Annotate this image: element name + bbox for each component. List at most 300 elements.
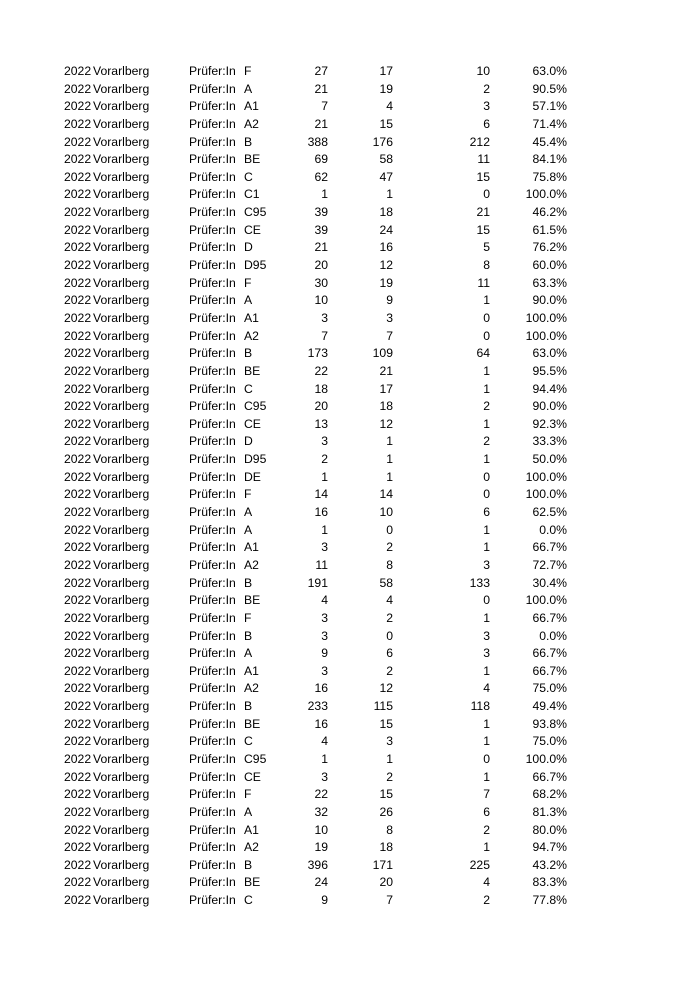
passed-cell: 171 [372,857,393,872]
passed-cell: 2 [386,769,393,784]
year-cell: 2022 [64,804,92,819]
pass-rate-cell: 33.3% [532,434,567,449]
class-cell: A1 [244,99,259,114]
year-cell: 2022 [64,293,92,308]
failed-cell: 1 [483,769,490,784]
total-cell: 191 [307,575,328,590]
role-cell: Prüfer:In [189,840,236,855]
role-cell: Prüfer:In [189,187,236,202]
total-cell: 20 [314,399,328,414]
table-row [0,310,700,328]
region-cell: Vorarlberg [93,275,150,290]
year-cell: 2022 [64,628,92,643]
total-cell: 7 [321,99,328,114]
failed-cell: 3 [483,628,490,643]
class-cell: B [244,346,253,361]
failed-cell: 64 [476,346,490,361]
class-cell: B [244,857,253,872]
failed-cell: 4 [483,875,490,890]
year-cell: 2022 [64,734,92,749]
role-cell: Prüfer:In [189,487,236,502]
class-cell: C95 [244,399,267,414]
role-cell: Prüfer:In [189,734,236,749]
total-cell: 18 [314,381,328,396]
region-cell: Vorarlberg [93,381,150,396]
total-cell: 19 [314,840,328,855]
pass-rate-cell: 66.7% [532,610,567,625]
region-cell: Vorarlberg [93,663,150,678]
class-cell: CE [244,416,261,431]
total-cell: 3 [321,310,328,325]
total-cell: 4 [321,593,328,608]
role-cell: Prüfer:In [189,328,236,343]
year-cell: 2022 [64,64,92,78]
pass-rate-cell: 77.8% [532,893,567,908]
table-row [0,680,700,698]
pass-rate-cell: 100.0% [525,187,567,202]
class-cell: C [244,893,253,908]
class-cell: F [244,610,252,625]
passed-cell: 20 [379,875,393,890]
role-cell: Prüfer:In [189,540,236,555]
pass-rate-cell: 100.0% [525,328,567,343]
passed-cell: 7 [386,893,393,908]
class-cell: A1 [244,310,259,325]
region-cell: Vorarlberg [93,840,150,855]
failed-cell: 5 [483,240,490,255]
role-cell: Prüfer:In [189,681,236,696]
role-cell: Prüfer:In [189,699,236,714]
passed-cell: 7 [386,328,393,343]
pass-rate-cell: 94.7% [532,840,567,855]
region-cell: Vorarlberg [93,363,150,378]
year-cell: 2022 [64,593,92,608]
failed-cell: 2 [483,81,490,96]
total-cell: 233 [307,699,328,714]
failed-cell: 1 [483,452,490,467]
passed-cell: 0 [386,628,393,643]
passed-cell: 4 [386,99,393,114]
pass-rate-cell: 46.2% [532,205,567,220]
pass-rate-cell: 100.0% [525,487,567,502]
pass-rate-cell: 0.0% [539,522,567,537]
region-cell: Vorarlberg [93,293,150,308]
total-cell: 1 [321,751,328,766]
table-row [0,716,700,734]
class-cell: B [244,134,253,149]
class-cell: A1 [244,822,259,837]
passed-cell: 8 [386,557,393,572]
passed-cell: 1 [386,469,393,484]
role-cell: Prüfer:In [189,522,236,537]
failed-cell: 21 [476,205,490,220]
total-cell: 1 [321,187,328,202]
role-cell: Prüfer:In [189,469,236,484]
passed-cell: 12 [379,416,393,431]
failed-cell: 2 [483,434,490,449]
year-cell: 2022 [64,399,92,414]
table-row [0,874,700,892]
region-cell: Vorarlberg [93,258,150,273]
failed-cell: 2 [483,822,490,837]
region-cell: Vorarlberg [93,64,150,78]
pass-rate-cell: 63.0% [532,346,567,361]
table-row [0,239,700,257]
table-row [0,98,700,116]
failed-cell: 11 [477,152,490,167]
year-cell: 2022 [64,346,92,361]
class-cell: F [244,64,252,78]
failed-cell: 1 [483,663,490,678]
year-cell: 2022 [64,769,92,784]
pass-rate-cell: 80.0% [532,822,567,837]
role-cell: Prüfer:In [189,593,236,608]
role-cell: Prüfer:In [189,434,236,449]
pass-rate-cell: 90.0% [532,399,567,414]
class-cell: BE [244,593,261,608]
role-cell: Prüfer:In [189,275,236,290]
region-cell: Vorarlberg [93,81,150,96]
year-cell: 2022 [64,875,92,890]
year-cell: 2022 [64,258,92,273]
passed-cell: 1 [386,434,393,449]
table-row [0,592,700,610]
year-cell: 2022 [64,787,92,802]
class-cell: A2 [244,116,259,131]
year-cell: 2022 [64,99,92,114]
failed-cell: 0 [483,751,490,766]
passed-cell: 10 [379,505,393,520]
total-cell: 21 [314,240,328,255]
region-cell: Vorarlberg [93,328,150,343]
year-cell: 2022 [64,452,92,467]
failed-cell: 6 [483,505,490,520]
passed-cell: 1 [386,452,393,467]
total-cell: 3 [321,610,328,625]
total-cell: 11 [315,557,328,572]
region-cell: Vorarlberg [93,152,150,167]
failed-cell: 3 [483,99,490,114]
role-cell: Prüfer:In [189,557,236,572]
region-cell: Vorarlberg [93,575,150,590]
failed-cell: 1 [483,416,490,431]
role-cell: Prüfer:In [189,99,236,114]
failed-cell: 2 [483,893,490,908]
failed-cell: 15 [476,222,490,237]
failed-cell: 1 [483,840,490,855]
region-cell: Vorarlberg [93,187,150,202]
year-cell: 2022 [64,81,92,96]
year-cell: 2022 [64,487,92,502]
table-row [0,398,700,416]
region-cell: Vorarlberg [93,804,150,819]
class-cell: B [244,628,253,643]
class-cell: C [244,734,253,749]
pass-rate-cell: 76.2% [532,240,567,255]
year-cell: 2022 [64,699,92,714]
region-cell: Vorarlberg [93,505,150,520]
year-cell: 2022 [64,469,92,484]
passed-cell: 115 [373,699,393,714]
class-cell: D [244,434,253,449]
failed-cell: 118 [470,699,490,714]
passed-cell: 8 [386,822,393,837]
table-row [0,575,700,593]
failed-cell: 0 [483,328,490,343]
pass-rate-cell: 92.3% [532,416,567,431]
region-cell: Vorarlberg [93,699,150,714]
region-cell: Vorarlberg [93,99,150,114]
pass-rate-cell: 95.5% [532,363,567,378]
passed-cell: 14 [379,487,393,502]
pass-rate-cell: 50.0% [532,452,567,467]
pass-rate-cell: 100.0% [525,310,567,325]
pass-rate-cell: 66.7% [532,646,567,661]
passed-cell: 4 [386,593,393,608]
pass-rate-cell: 90.0% [532,293,567,308]
total-cell: 21 [314,116,328,131]
year-cell: 2022 [64,116,92,131]
failed-cell: 15 [476,169,490,184]
region-cell: Vorarlberg [93,769,150,784]
passed-cell: 47 [379,169,393,184]
total-cell: 16 [314,716,328,731]
year-cell: 2022 [64,540,92,555]
role-cell: Prüfer:In [189,822,236,837]
passed-cell: 58 [379,575,393,590]
year-cell: 2022 [64,363,92,378]
passed-cell: 3 [386,734,393,749]
class-cell: A1 [244,540,259,555]
pass-rate-cell: 30.4% [532,575,567,590]
region-cell: Vorarlberg [93,593,150,608]
region-cell: Vorarlberg [93,399,150,414]
pass-rate-cell: 68.2% [532,787,567,802]
role-cell: Prüfer:In [189,610,236,625]
role-cell: Prüfer:In [189,346,236,361]
table-row [0,363,700,381]
class-cell: A [244,505,253,520]
role-cell: Prüfer:In [189,751,236,766]
pass-rate-cell: 66.7% [532,663,567,678]
table-row [0,433,700,451]
table-row [0,504,700,522]
pass-rate-cell: 100.0% [525,751,567,766]
table-row [0,257,700,275]
pass-rate-cell: 100.0% [525,469,567,484]
total-cell: 173 [307,346,328,361]
passed-cell: 3 [386,310,393,325]
passed-cell: 1 [386,751,393,766]
table-row [0,610,700,628]
failed-cell: 1 [483,734,490,749]
total-cell: 10 [314,822,328,837]
pass-rate-cell: 43.2% [532,857,567,872]
pass-rate-cell: 94.4% [532,381,567,396]
year-cell: 2022 [64,716,92,731]
year-cell: 2022 [64,840,92,855]
total-cell: 30 [314,275,328,290]
table-row [0,628,700,646]
table-row [0,698,700,716]
role-cell: Prüfer:In [189,893,236,908]
role-cell: Prüfer:In [189,416,236,431]
passed-cell: 15 [379,116,393,131]
year-cell: 2022 [64,169,92,184]
role-cell: Prüfer:In [189,787,236,802]
class-cell: C1 [244,187,260,202]
class-cell: F [244,487,252,502]
region-cell: Vorarlberg [93,734,150,749]
class-cell: D95 [244,452,267,467]
total-cell: 21 [314,81,328,96]
year-cell: 2022 [64,240,92,255]
class-cell: C95 [244,751,267,766]
role-cell: Prüfer:In [189,505,236,520]
region-cell: Vorarlberg [93,434,150,449]
year-cell: 2022 [64,610,92,625]
passed-cell: 109 [372,346,393,361]
failed-cell: 133 [469,575,490,590]
table-row [0,857,700,875]
total-cell: 9 [321,646,328,661]
failed-cell: 1 [483,540,490,555]
role-cell: Prüfer:In [189,310,236,325]
pass-rate-cell: 84.1% [532,152,567,167]
table-row [0,116,700,134]
total-cell: 14 [314,487,328,502]
class-cell: A2 [244,557,259,572]
pass-rate-cell: 0.0% [539,628,567,643]
total-cell: 3 [321,769,328,784]
class-cell: A [244,522,253,537]
table-row [0,292,700,310]
total-cell: 10 [314,293,328,308]
passed-cell: 2 [386,610,393,625]
table-row [0,645,700,663]
passed-cell: 18 [379,840,393,855]
region-cell: Vorarlberg [93,893,150,908]
class-cell: C95 [244,205,267,220]
pass-rate-cell: 72.7% [532,557,567,572]
passed-cell: 17 [379,64,393,78]
total-cell: 32 [314,804,328,819]
total-cell: 39 [314,222,328,237]
total-cell: 4 [321,734,328,749]
year-cell: 2022 [64,187,92,202]
table-row [0,204,700,222]
role-cell: Prüfer:In [189,399,236,414]
pass-rate-cell: 66.7% [532,540,567,555]
failed-cell: 6 [483,116,490,131]
region-cell: Vorarlberg [93,116,150,131]
class-cell: C [244,381,253,396]
year-cell: 2022 [64,893,92,908]
total-cell: 13 [314,416,328,431]
class-cell: A2 [244,681,259,696]
role-cell: Prüfer:In [189,646,236,661]
table-row [0,275,700,293]
table-row [0,839,700,857]
region-cell: Vorarlberg [93,557,150,572]
total-cell: 7 [321,328,328,343]
failed-cell: 0 [483,187,490,202]
role-cell: Prüfer:In [189,769,236,784]
failed-cell: 3 [483,646,490,661]
role-cell: Prüfer:In [189,363,236,378]
table-row [0,663,700,681]
pass-rate-cell: 60.0% [532,258,567,273]
class-cell: BE [244,152,261,167]
table-row [0,822,700,840]
table-row [0,469,700,487]
table-row [0,486,700,504]
table-row [0,557,700,575]
pass-rate-cell: 57.1% [532,99,567,114]
passed-cell: 9 [386,293,393,308]
table-row [0,186,700,204]
total-cell: 396 [307,857,328,872]
pass-rate-cell: 81.3% [532,804,567,819]
role-cell: Prüfer:In [189,81,236,96]
class-cell: A2 [244,328,259,343]
table-row [0,416,700,434]
region-cell: Vorarlberg [93,487,150,502]
table-row [0,81,700,99]
region-cell: Vorarlberg [93,681,150,696]
region-cell: Vorarlberg [93,222,150,237]
role-cell: Prüfer:In [189,663,236,678]
year-cell: 2022 [64,152,92,167]
class-cell: D [244,240,253,255]
class-cell: F [244,787,252,802]
region-cell: Vorarlberg [93,469,150,484]
passed-cell: 0 [386,522,393,537]
role-cell: Prüfer:In [189,116,236,131]
failed-cell: 1 [483,716,490,731]
region-cell: Vorarlberg [93,787,150,802]
total-cell: 27 [314,64,328,78]
total-cell: 16 [314,681,328,696]
table-row [0,539,700,557]
passed-cell: 24 [379,222,393,237]
pass-rate-cell: 61.5% [532,222,567,237]
class-cell: A [244,804,253,819]
failed-cell: 1 [483,381,490,396]
role-cell: Prüfer:In [189,293,236,308]
table-row [0,222,700,240]
year-cell: 2022 [64,328,92,343]
role-cell: Prüfer:In [189,452,236,467]
class-cell: DE [244,469,261,484]
passed-cell: 15 [379,716,393,731]
passed-cell: 18 [379,205,393,220]
class-cell: A2 [244,840,259,855]
table-row [0,328,700,346]
role-cell: Prüfer:In [189,152,236,167]
year-cell: 2022 [64,646,92,661]
role-cell: Prüfer:In [189,381,236,396]
failed-cell: 6 [483,804,490,819]
year-cell: 2022 [64,663,92,678]
total-cell: 1 [321,469,328,484]
role-cell: Prüfer:In [189,240,236,255]
region-cell: Vorarlberg [93,205,150,220]
role-cell: Prüfer:In [189,222,236,237]
pass-rate-cell: 62.5% [532,505,567,520]
total-cell: 69 [314,152,328,167]
table-row [0,345,700,363]
